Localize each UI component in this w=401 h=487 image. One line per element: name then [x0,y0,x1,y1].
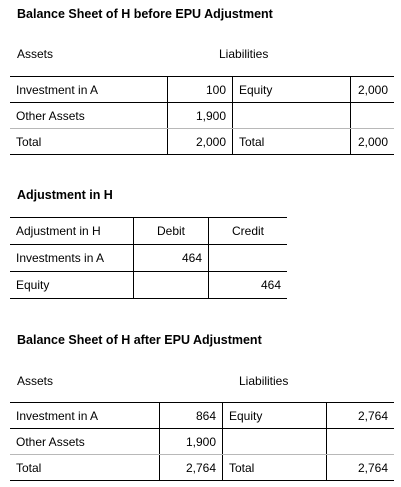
debit-value: 464 [134,245,209,272]
table-header-row [10,218,287,245]
liability-name: Total [223,455,327,481]
asset-name: Other Assets [10,429,160,455]
assets-header-before: Assets [17,47,54,61]
liabilities-header-before: Liabilities [219,47,269,61]
liability-value [351,103,395,129]
credit-value [209,245,288,272]
asset-value: 2,764 [160,455,223,481]
asset-value: 100 [168,77,233,103]
table-row [10,245,287,272]
asset-name: Total [10,129,168,155]
assets-header-after: Assets [17,374,54,388]
table-row [10,77,394,103]
liability-value: 2,764 [327,403,395,429]
table-row [10,103,394,129]
balance-sheet-before-table [10,76,394,155]
asset-value: 864 [160,403,223,429]
liability-name: Equity [233,77,351,103]
asset-value: 2,000 [168,129,233,155]
adjustment-table [10,217,287,299]
asset-value: 1,900 [168,103,233,129]
adjustment-label: Equity [10,272,134,299]
table-row [10,429,394,455]
liability-value: 2,000 [351,77,395,103]
asset-name: Other Assets [10,103,168,129]
adjustment-header-label: Adjustment in H [10,218,134,245]
liability-name [223,429,327,455]
liability-name: Equity [223,403,327,429]
table-row [10,272,287,299]
asset-name: Investment in A [10,403,160,429]
liability-value: 2,764 [327,455,395,481]
balance-sheet-after-table [10,402,394,481]
liability-value [327,429,395,455]
credit-value: 464 [209,272,288,299]
asset-name: Total [10,455,160,481]
table-row [10,129,394,155]
adjustment-label: Investments in A [10,245,134,272]
credit-header: Credit [209,218,288,245]
liabilities-header-after: Liabilities [239,374,289,388]
asset-name: Investment in A [10,77,168,103]
debit-header: Debit [134,218,209,245]
asset-value: 1,900 [160,429,223,455]
balance-sheet-before-title: Balance Sheet of H before EPU Adjustment [17,7,273,21]
adjustment-title: Adjustment in H [17,188,113,202]
liability-name [233,103,351,129]
table-row [10,455,394,481]
balance-sheet-after-title: Balance Sheet of H after EPU Adjustment [17,333,262,347]
table-row [10,403,394,429]
liability-name: Total [233,129,351,155]
liability-value: 2,000 [351,129,395,155]
debit-value [134,272,209,299]
